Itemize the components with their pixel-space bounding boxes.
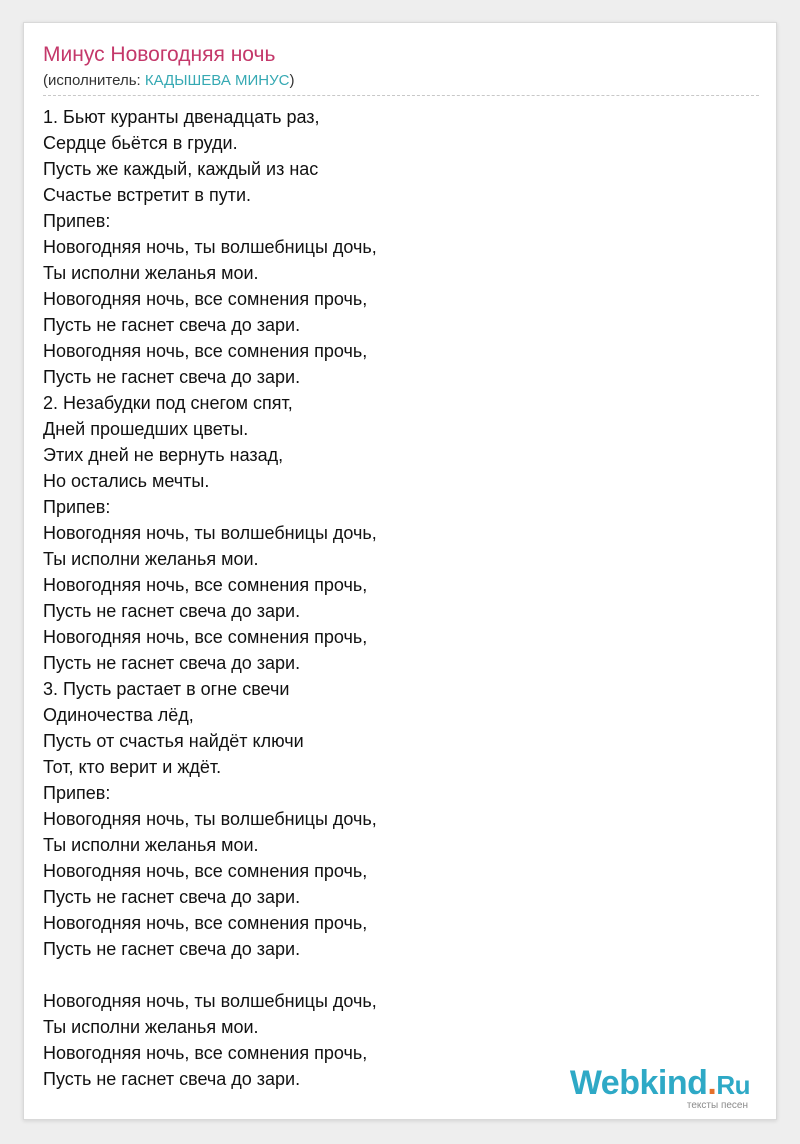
lyric-line: Новогодняя ночь, ты волшебницы дочь, xyxy=(43,523,377,543)
lyric-line: Новогодняя ночь, ты волшебницы дочь, xyxy=(43,237,377,257)
lyric-line: Пусть не гаснет свеча до зари. xyxy=(43,1069,301,1089)
lyric-line: Пусть не гаснет свеча до зари. xyxy=(43,653,301,673)
lyric-line: Припев: xyxy=(43,783,111,803)
lyric-line: Новогодняя ночь, все сомнения прочь, xyxy=(43,627,368,647)
dashed-divider xyxy=(43,95,759,96)
lyric-line: Новогодняя ночь, все сомнения прочь, xyxy=(43,913,368,933)
lyric-line: Сердце бьётся в груди. xyxy=(43,133,238,153)
lyric-line: 2. Незабудки под снегом спят, xyxy=(43,393,293,413)
lyric-line: Дней прошедших цветы. xyxy=(43,419,249,439)
brand-tld: Ru xyxy=(716,1070,750,1100)
lyric-line: Ты исполни желанья мои. xyxy=(43,549,259,569)
artist-suffix: ) xyxy=(289,72,295,89)
lyric-line: Новогодняя ночь, все сомнения прочь, xyxy=(43,575,368,595)
lyric-line: Новогодняя ночь, все сомнения прочь, xyxy=(43,289,368,309)
lyric-line: Пусть не гаснет свеча до зари. xyxy=(43,887,301,907)
lyric-line: Новогодняя ночь, все сомнения прочь, xyxy=(43,861,368,881)
artist-link[interactable]: КАДЫШЕВА МИНУС xyxy=(144,72,290,89)
artist-prefix: (исполнитель: xyxy=(43,72,145,89)
lyrics-text xyxy=(43,104,759,1092)
lyric-line: Но остались мечты. xyxy=(43,471,210,491)
lyric-line: Ты исполни желанья мои. xyxy=(43,1017,259,1037)
lyric-line: Пусть не гаснет свеча до зари. xyxy=(43,601,301,621)
lyric-line: Счастье встретит в пути. xyxy=(43,185,252,205)
lyrics-card xyxy=(23,22,777,1120)
lyric-line: Припев: xyxy=(43,211,111,231)
brand-wordmark xyxy=(570,1066,750,1102)
webkind-logo[interactable] xyxy=(570,1066,750,1111)
lyric-line: 1. Бьют куранты двенадцать раз, xyxy=(43,107,320,127)
lyric-line: Новогодняя ночь, все сомнения прочь, xyxy=(43,1043,368,1063)
brand-name: Webkind xyxy=(569,1064,708,1102)
lyric-line: Пусть не гаснет свеча до зари. xyxy=(43,939,301,959)
lyric-line: Тот, кто верит и ждёт. xyxy=(43,757,222,777)
lyric-blank-line xyxy=(43,962,759,988)
lyric-line: Пусть же каждый, каждый из нас xyxy=(43,159,319,179)
artist-line xyxy=(43,72,294,89)
lyric-line: Пусть не гаснет свеча до зари. xyxy=(43,367,301,387)
lyric-line: Этих дней не вернуть назад, xyxy=(43,445,284,465)
lyric-line: Новогодняя ночь, ты волшебницы дочь, xyxy=(43,991,377,1011)
lyric-line: Ты исполни желанья мои. xyxy=(43,835,259,855)
lyric-line: Новогодняя ночь, ты волшебницы дочь, xyxy=(43,809,377,829)
lyric-line: Пусть от счастья найдёт ключи xyxy=(43,731,304,751)
lyric-line: Припев: xyxy=(43,497,111,517)
lyric-line: 3. Пусть растает в огне свечи xyxy=(43,679,290,699)
brand-tagline: тексты песен xyxy=(686,1100,748,1111)
song-title: Минус Новогодняя ночь xyxy=(43,43,276,66)
lyric-line: Новогодняя ночь, все сомнения прочь, xyxy=(43,341,368,361)
brand-dot: . xyxy=(707,1064,717,1102)
lyric-line: Одиночества лёд, xyxy=(43,705,194,725)
lyric-line: Пусть не гаснет свеча до зари. xyxy=(43,315,301,335)
lyric-line: Ты исполни желанья мои. xyxy=(43,263,259,283)
